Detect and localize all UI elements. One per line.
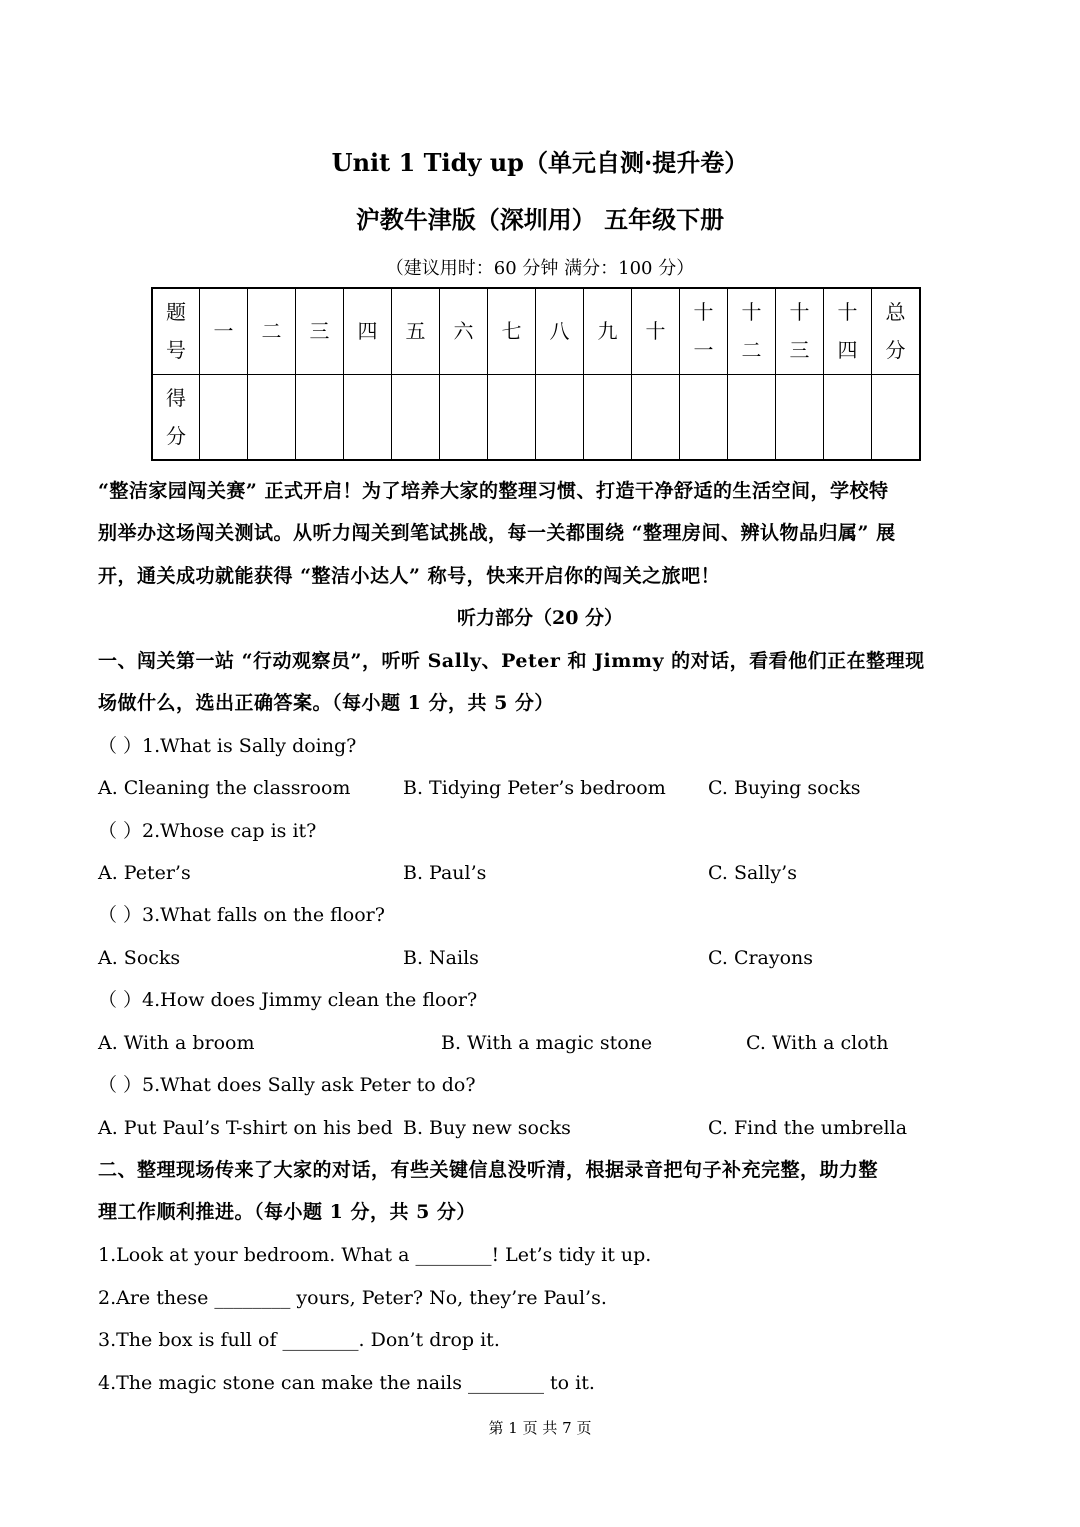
score-cell[interactable] xyxy=(488,374,536,460)
option-a: A. Socks xyxy=(98,947,181,969)
page-subtitle: 沪教牛津版（深圳用） 五年级下册 xyxy=(355,205,725,234)
score-cell[interactable] xyxy=(824,374,872,460)
score-header-cell: 二 xyxy=(248,288,296,374)
option-c: C. With a cloth xyxy=(746,1032,889,1054)
part2-heading: 二、整理现场传来了大家的对话，有些关键信息没听清，根据录音把句子补充完整，助力整 xyxy=(98,1159,879,1181)
question: （ ）4.How does Jimmy clean the floor? xyxy=(98,989,478,1011)
score-cell[interactable] xyxy=(344,374,392,460)
score-cell[interactable] xyxy=(296,374,344,460)
time-note: （建议用时：60 分钟 满分：100 分） xyxy=(385,258,695,279)
score-header-cell: 七 xyxy=(488,288,536,374)
score-header-cell: 十 一 xyxy=(680,288,728,374)
score-header-cell: 九 xyxy=(584,288,632,374)
fill-blank-item: 4.The magic stone can make the nails ________ to it. xyxy=(98,1372,595,1394)
score-header-cell: 八 xyxy=(536,288,584,374)
score-cell[interactable] xyxy=(248,374,296,460)
question: （ ）1.What is Sally doing? xyxy=(98,735,357,757)
option-b: B. Buy new socks xyxy=(403,1117,571,1139)
intro-line: 别举办这场闯关测试。从听力闯关到笔试挑战，每一关都围绕 “整理房间、辨认物品归属” 展 xyxy=(98,522,896,544)
score-header-cell: 六 xyxy=(440,288,488,374)
option-b: B. With a magic stone xyxy=(441,1032,653,1054)
option-c: C. Crayons xyxy=(708,947,814,969)
score-header-cell: 十 四 xyxy=(824,288,872,374)
section-heading: 听力部分（20 分） xyxy=(456,607,624,629)
score-cell[interactable] xyxy=(200,374,248,460)
part1-heading: 场做什么，选出正确答案。（每小题 1 分，共 5 分） xyxy=(98,692,554,714)
fill-blank-item: 2.Are these ________ yours, Peter? No, they’re Paul’s. xyxy=(98,1287,607,1309)
score-header-cell: 三 xyxy=(296,288,344,374)
option-a: A. Peter’s xyxy=(98,862,191,884)
option-b: B. Paul’s xyxy=(403,862,487,884)
score-header-cell: 十 二 xyxy=(728,288,776,374)
score-header-cell: 题 号 xyxy=(152,288,200,374)
score-cell[interactable] xyxy=(776,374,824,460)
question: （ ）2.Whose cap is it? xyxy=(98,820,317,842)
fill-blank-item: 1.Look at your bedroom. What a ________! Let’s tidy it up. xyxy=(98,1244,652,1266)
score-table-score-row xyxy=(152,374,920,460)
score-cell[interactable] xyxy=(440,374,488,460)
score-header-cell: 四 xyxy=(344,288,392,374)
option-b: B. Tidying Peter’s bedroom xyxy=(403,777,666,799)
score-cell[interactable] xyxy=(632,374,680,460)
option-b: B. Nails xyxy=(403,947,479,969)
score-cell[interactable] xyxy=(728,374,776,460)
option-a: A. Put Paul’s T-shirt on his bed xyxy=(98,1117,393,1139)
part2-heading: 理工作顺利推进。（每小题 1 分，共 5 分） xyxy=(98,1201,476,1223)
intro-line: 开，通关成功就能获得 “整洁小达人” 称号，快来开启你的闯关之旅吧！ xyxy=(98,565,721,587)
intro-line: “整洁家园闯关赛” 正式开启！为了培养大家的整理习惯、打造干净舒适的生活空间，学校特 xyxy=(98,480,889,502)
score-cell[interactable] xyxy=(536,374,584,460)
score-header-cell: 总 分 xyxy=(872,288,921,374)
option-c: C. Find the umbrella xyxy=(708,1117,908,1139)
score-header-cell: 五 xyxy=(392,288,440,374)
score-cell[interactable] xyxy=(392,374,440,460)
question: （ ）3.What falls on the floor? xyxy=(98,904,385,926)
score-table xyxy=(151,287,921,461)
option-c: C. Buying socks xyxy=(708,777,861,799)
option-a: A. With a broom xyxy=(98,1032,255,1054)
score-row-label: 得 分 xyxy=(152,374,200,460)
option-c: C. Sally’s xyxy=(708,862,797,884)
score-header-cell: 十 xyxy=(632,288,680,374)
score-cell[interactable] xyxy=(680,374,728,460)
page-footer: 第 1 页 共 7 页 xyxy=(488,1419,592,1437)
score-table-header-row xyxy=(152,288,920,374)
option-a: A. Cleaning the classroom xyxy=(98,777,351,799)
score-cell[interactable] xyxy=(584,374,632,460)
part1-heading: 一、闯关第一站 “行动观察员”，听听 Sally、Peter 和 Jimmy 的对话，看看他们正在整理现 xyxy=(98,650,925,672)
score-cell[interactable] xyxy=(872,374,921,460)
fill-blank-item: 3.The box is full of ________. Don’t drop it. xyxy=(98,1329,500,1351)
question: （ ）5.What does Sally ask Peter to do? xyxy=(98,1074,476,1096)
page-title: Unit 1 Tidy up（单元自测·提升卷） xyxy=(331,148,749,177)
score-header-cell: 一 xyxy=(200,288,248,374)
score-header-cell: 十 三 xyxy=(776,288,824,374)
